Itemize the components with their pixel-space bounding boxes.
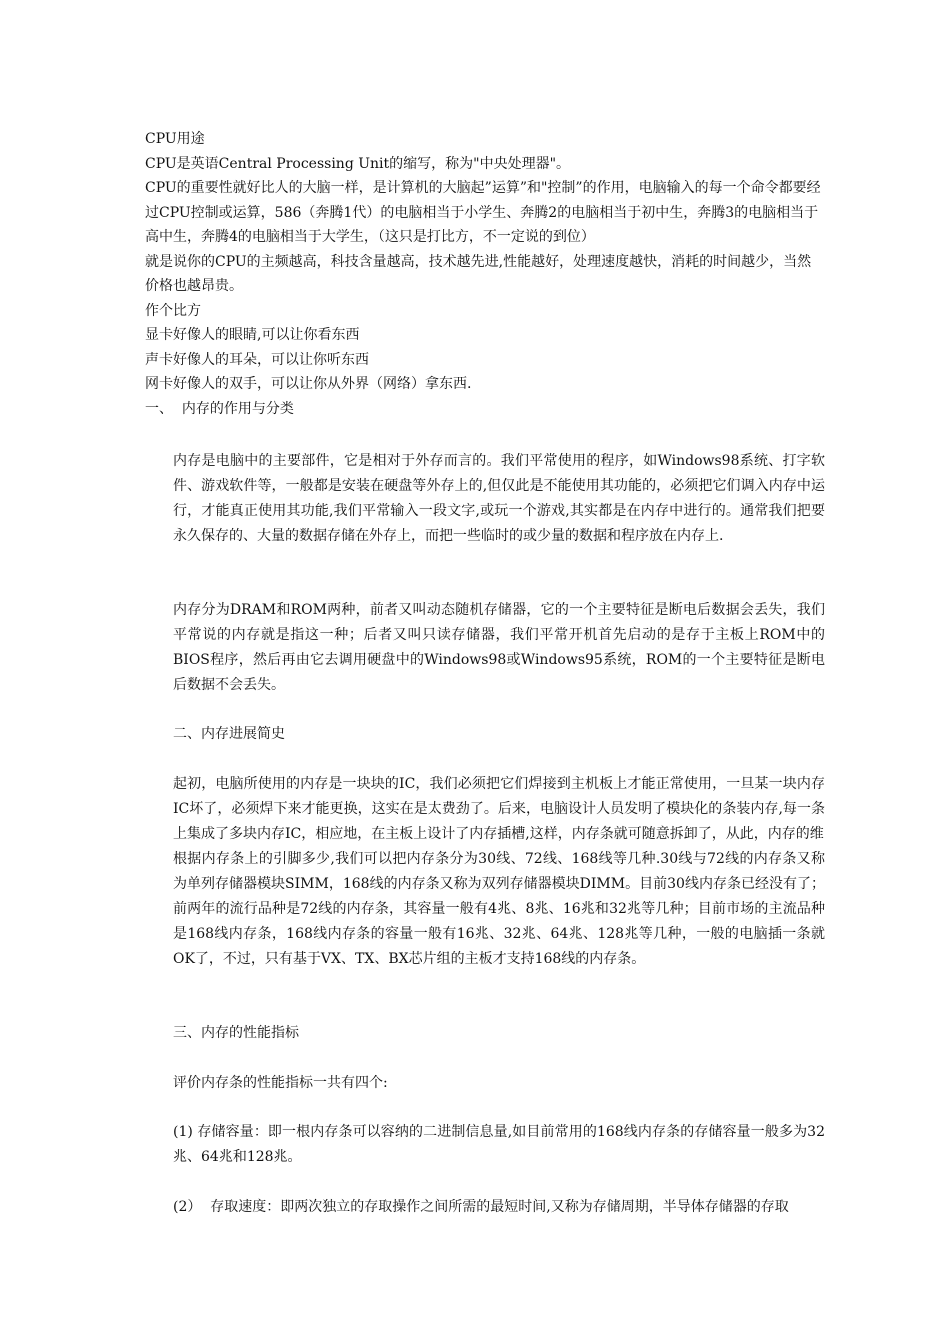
history-paragraph-block	[173, 772, 825, 972]
memory-types-paragraph: 内存分为DRAM和ROM两种，前者又叫动态随机存储器，它的一个主要特征是断电后数据会丢失，我们平常说的内存就是指这一种；后者又叫只读存储器，我们平常开机首先启动的是存于主板上ROM中的BIOS程序，然后再由它去调用硬盘中的Windows98或Windows95系统，ROM的一个主要特征是断电后数据不会丢失。	[173, 602, 825, 693]
capacity-paragraph-block	[173, 1120, 825, 1170]
cpu-importance-paragraph: CPU的重要性就好比人的大脑一样，是计算机的大脑起”运算”和"控制”的作用，电脑输入的每一个命令都要经过CPU控制或运算，586（奔腾1代）的电脑相当于小学生、奔腾2的电脑相当于初中生，奔腾3的电脑相当于高中生，奔腾4的电脑相当于大学生，（这只是打比方，不一定说的到位）	[145, 180, 821, 245]
history-paragraph: 起初，电脑所使用的内存是一块块的IC，我们必须把它们焊接到主机板上才能正常使用，一旦某一块内存IC坏了，必须焊下来才能更换，这实在是太费劲了。后来，电脑设计人员发明了模块化的条装内存,每一条上集成了多块内存IC，相应地，在主板上设计了内存插槽,这样，内存条就可随意拆卸了，从此，内存的维	[173, 776, 825, 842]
memory-intro-paragraph-block	[173, 449, 825, 549]
cpu-intro-section	[145, 127, 825, 421]
analogy-sound-card: 声卡好像人的耳朵，可以让你听东西	[145, 351, 369, 368]
pin-count-paragraph: 根据内存条上的引脚多少,我们可以把内存条分为30线、72线、168线等几种.30线与72线的内存条又称为单列存储器模块SIMM，168线的内存条又称为双列存储器模块DIMM。目前30线内存条已经没有了；前两年的流行品种是72线的内存条，其容量一般有4兆、8兆、16兆和32兆等几种；目前市场的主流品种是168线内存条，168线内存条的容量一般有16兆、32兆、64兆、128兆等几种，一般的电脑插一条就OK了，不过，只有基于VX、TX、BX芯片组的主板才支持168线的内存条。	[173, 851, 825, 967]
performance-intro-block	[173, 1071, 825, 1096]
memory-types-paragraph-block	[173, 598, 825, 698]
access-speed-paragraph: (2） 存取速度：即两次独立的存取操作之间所需的最短时间,又称为存储周期，半导体存储器的存取	[173, 1199, 789, 1215]
cpu-definition: CPU是英语Central Processing Unit的缩写，称为"中央处理器"。	[145, 155, 571, 172]
analogy-network-card: 网卡好像人的双手，可以让你从外界（网络）拿东西.	[145, 376, 472, 392]
memory-intro-paragraph: 内存是电脑中的主要部件，它是相对于外存而言的。我们平常使用的程序，如Windows98系统、打字软件、游戏软件等，一般都是安装在硬盘等外存上的,但仅此是不能使用其功能的，必须把它们调入内存中运行，才能真正使用其功能,我们平常输入一段文字,或玩一个游戏,其实都是在内存中进行的。通常我们把要永久保存的、大量的数据存储在外存上，而把一些临时的或少量的数据和程序放在内存上.	[173, 453, 825, 544]
cpu-frequency-paragraph: 就是说你的CPU的主频越高，科技含量越高，技术越先进,性能越好，处理速度越快，消耗的时间越少，当然价格也越昂贵。	[145, 253, 812, 294]
performance-intro: 评价内存条的性能指标一共有四个:	[173, 1075, 388, 1091]
section-heading-history-block	[173, 722, 825, 747]
section-heading-memory-role: 一、 内存的作用与分类	[145, 400, 294, 417]
analogy-title: 作个比方	[145, 302, 201, 319]
cpu-title: CPU用途	[145, 131, 205, 147]
capacity-paragraph: (1) 存储容量：即一根内存条可以容纳的二进制信息量,如目前常用的168线内存条的存储容量一般多为32兆、64兆和128兆。	[173, 1124, 825, 1165]
access-speed-paragraph-block	[173, 1195, 825, 1220]
analogy-graphics-card: 显卡好像人的眼睛,可以让你看东西	[145, 327, 360, 343]
section-heading-performance-block	[173, 1021, 825, 1046]
section-heading-performance: 三、内存的性能指标	[173, 1025, 299, 1041]
section-heading-history: 二、内存进展简史	[173, 726, 285, 742]
